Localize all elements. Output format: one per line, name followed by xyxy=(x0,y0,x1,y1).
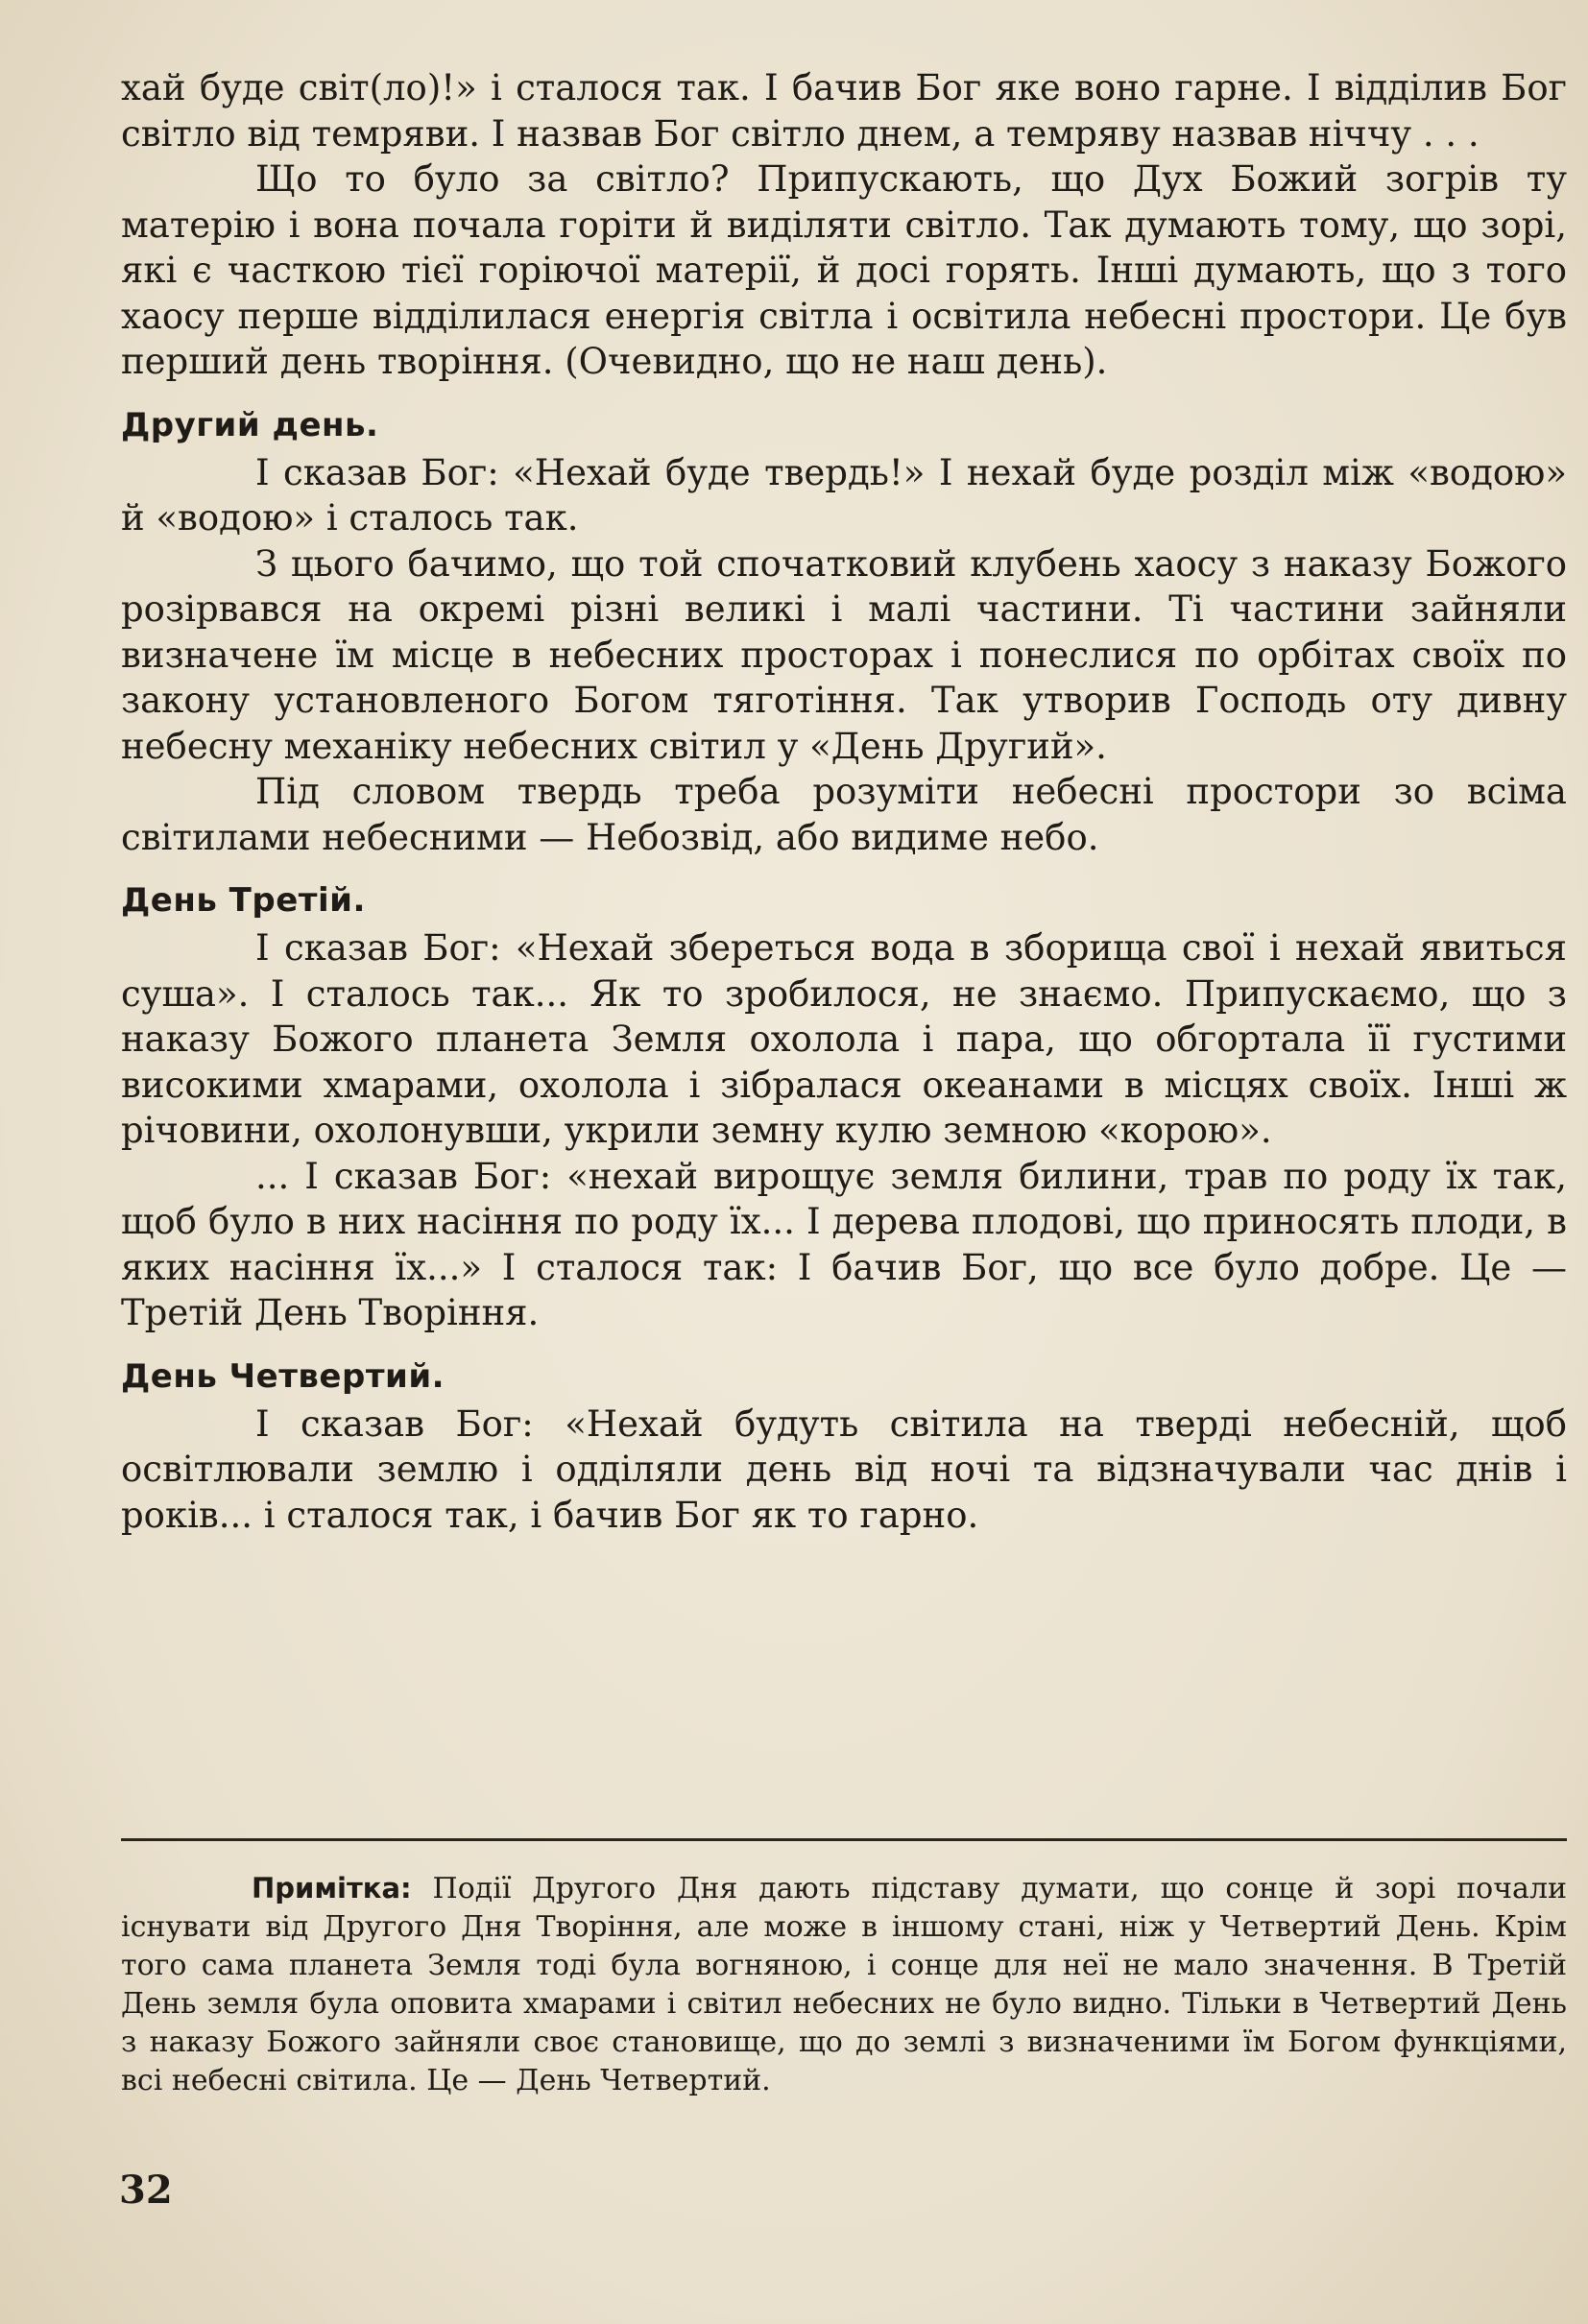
heading-fourth-day: День Четвертий. xyxy=(121,1356,445,1396)
footnote-divider xyxy=(121,1838,1567,1841)
paragraph: Під словом твердь треба розуміти небесні простори зо всіма світилами небесними — Небозвід, або видиме небо. xyxy=(121,771,1567,858)
heading-third-day: День Третій. xyxy=(121,881,366,920)
paragraph: І сказав Бог: «Нехай збереться вода в зборища свої і нехай явиться суша». І сталось так... Як то зробилося, не знаємо. Припускаємо, що з наказу Божого планета Земля охолола і пара, що обгортала її густими високими хмарами, охолола і зібралася океанами в місцях своїх. Інші ж річовини, охолонувши, укрили земну кулю земною «корою». xyxy=(121,927,1567,1151)
footnote-paragraph xyxy=(121,1869,1567,2100)
footnote-text: Події Другого Дня дають підставу думати, що сонце й зорі почали існувати від Другого Дня Творіння, але може в іншому стані, ніж у Четвертий День. Крім того сама планета Земля тоді була вогняною, і сонце для неї не мало значення. В Третій День земля була оповита хмарами і світил небесних не було видно. Тільки в Четвертий День з наказу Божого зайняли своє становище, що до землі з визначеними їм Богом функціями, всі небесні світила. Це — День Четвертий. xyxy=(121,1872,1567,2097)
opening-paragraph: хай буде світ(ло)!» і сталося так. І бачив Бог яке воно гарне. І відділив Бог світло від темряви. І назвав Бог світло днем, а темряву назвав ніччу . . . xyxy=(121,67,1567,155)
paragraph: З цього бачимо, що той спочатковий клубень хаосу з наказу Божого розірвався на окремі різні великі і малі частини. Ті частини зайняли визначене їм місце в небесних просторах і понеслися по орбітах своїх по закону установленого Богом тяготіння. Так утворив Господь оту дивну небесну механіку небесних світил у «День Другий». xyxy=(121,542,1567,767)
page-number: 32 xyxy=(119,2168,173,2213)
paragraph: ... І сказав Бог: «нехай вирощує земля билини, трав по роду їх так, щоб було в них насіння по роду їх... І дерева плодові, що приносять плоди, в яких насіння їх...» І сталося так: І бачив Бог, що все було добре. Це — Третій День Творіння. xyxy=(121,1155,1567,1333)
paragraph: І сказав Бог: «Нехай буде твердь!» І нехай буде розділ між «водою» й «водою» і сталось так. xyxy=(121,451,1567,539)
paragraph-light: Що то було за світло? Припускають, що Дух Божий зогрів ту матерію і вона почала горіти й виділяти світло. Так думають тому, що зорі, які є часткою тієї горіючої матерії, й досі горять. Інші думають, що з того хаосу перше відділилася енергія світла і освітила небесні простори. Це був перший день творіння. (Очевидно, що не наш день). xyxy=(121,158,1567,382)
paragraph: І сказав Бог: «Нехай будуть світила на тверді небесній, щоб освітлювали землю і одділяли день від ночі та відзначували час днів і років... і сталося так, і бачив Бог як то гарно. xyxy=(121,1402,1567,1536)
footnote-label: Примітка: xyxy=(252,1872,412,1905)
main-text xyxy=(121,65,1567,1538)
footnote xyxy=(121,1869,1567,2100)
heading-second-day: Другий день. xyxy=(121,405,379,444)
